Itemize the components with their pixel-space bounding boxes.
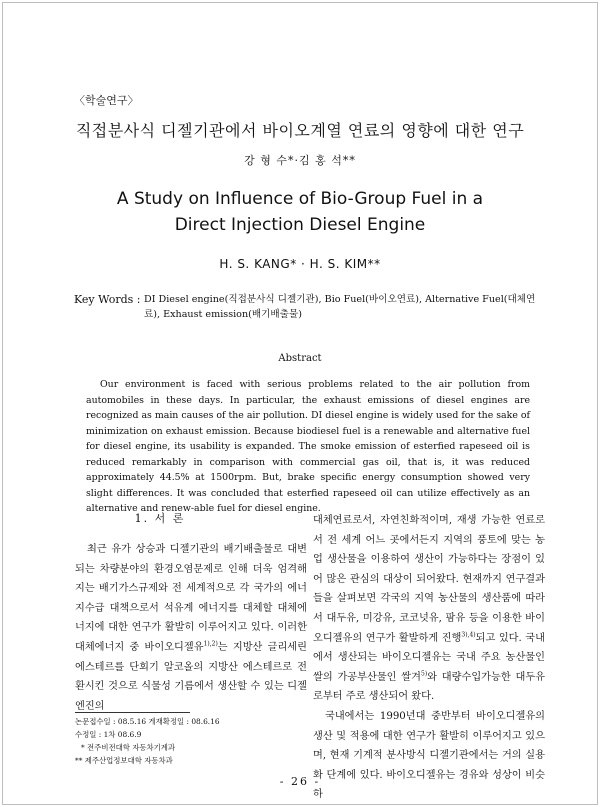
- keywords: [74, 292, 544, 322]
- footnote-rule: [75, 712, 190, 713]
- citation-ref: 1),2): [203, 640, 218, 648]
- korean-title: 직접분사식 디젤기관에서 바이오계열 연료의 영향에 대한 연구: [75, 121, 525, 140]
- introduction-right-column: [313, 511, 545, 805]
- intro-paragraph: [313, 511, 545, 707]
- abstract-body: Our environment is faced with serious problems related to the air pollution from automobiles in these days. In particular, the exhaust emissions of diesel engines are recognized as main causes of the air pollution. DI diesel engine is widely used for the sake of minimization on exhaust emission. Because biodiesel fuel is a renewable and alternative fuel for diesel engine, its usability is expanded. The smoke emission of esterfied rapeseed oil is reduced remarkably in comparison with commercial gas oil, that is, it was reduced approximately 44.5% at 1500rpm. But, brake specific energy consumption showed very slight differences. It was concluded that esterfied rapeseed oil can utilize effectively as an alternative and renew-able fuel for diesel engine.: [86, 379, 530, 514]
- intro-text: 와 대량수입가능한 대두유로부터 주로 생산되어 왔다.: [313, 671, 546, 703]
- footnote-revision: 수정일 : 1차 08.6.9: [75, 730, 142, 739]
- footnote-dates: 논문접수일 : 08.5.16 게재확정일 : 08.6.16: [75, 717, 220, 726]
- article-category: 〈학술연구〉: [74, 94, 139, 107]
- english-title: A Study on Influence of Bio-Group Fuel in a Direct Injection Diesel Engine: [116, 189, 484, 235]
- citation-ref: 3),4): [461, 631, 476, 639]
- intro-text: 대체연료로서, 자연친화적이며, 재생 가능한 연료로서 전 세계 어느 곳에서든지 지역의 풍토에 맞는 농업 생산물을 이용하여 생산이 가능하다는 장점이 있어 많은 관심의 대상이 되어왔다. 현재까지 연구결과들을 살펴보면 각국의 지역 농산물의 생산품에 따라서 대두유, 미강유, 코코넛유, 팜유 등을 이용한 바이오디젤유의 연구가 활발하게 진행: [313, 515, 545, 644]
- intro-paragraph: 국내에서는 1990년대 중반부터 바이오디젤유의 생산 및 적용에 대한 연구가 활발히 이루어지고 있으며, 현재 기계적 분사방식 디젤기관에서는 거의 실용화 단계에 있다. 바이오디젤유는 경유와 성상이 비슷하: [313, 710, 545, 801]
- footnote-affiliation-2: ** 제주산업정보대학 자동차과: [75, 756, 173, 765]
- keywords-label: Key Words :: [74, 293, 141, 306]
- abstract-heading: Abstract: [278, 353, 322, 364]
- footnote-affiliation-1: * 전주비전대학 자동차기계과: [81, 743, 176, 752]
- introduction-left-column: [75, 540, 307, 716]
- citation-ref: 5): [421, 670, 428, 678]
- page-number: - 26 -: [279, 775, 321, 788]
- keywords-text: DI Diesel engine(직접분사식 디젤기관), Bio Fuel(바이오연료), Alternative Fuel(대체연료), Exhaust emission(배기배출물): [144, 294, 536, 320]
- intro-text-part2: 는 지방산 글리세린 에스테르를 단회기 알코올의 지방산 에스테르로 전환시킨 것으로 식물성 기름에서 생산할 수 있는 디젤엔진의: [75, 641, 307, 712]
- intro-text-part1: 최근 유가 상승과 디젤기관의 배기배출물로 대변되는 차량분야의 환경오염문제로 인해 더욱 엄격해지는 배기가스규제와 전 세계적으로 각 국가의 에너지수급 대책으로서 석유계 에너지를 대체할 대체에너지에 대한 연구가 활발히 이루어지고 있다. 이러한 대체에너지 중 바이오디젤유: [75, 544, 307, 653]
- footnotes: [75, 715, 307, 767]
- section-heading-introduction: 1. 서 론: [134, 512, 186, 525]
- intro-text: 되고 있다. 국내에서 생산되는 바이오디젤유는 국내 주요 농산물인 쌀의 가공부산물인 쌀겨: [313, 632, 545, 683]
- english-authors: H. S. KANG* · H. S. KIM**: [219, 257, 381, 271]
- korean-authors: 강 형 수*·김 홍 석**: [244, 154, 356, 167]
